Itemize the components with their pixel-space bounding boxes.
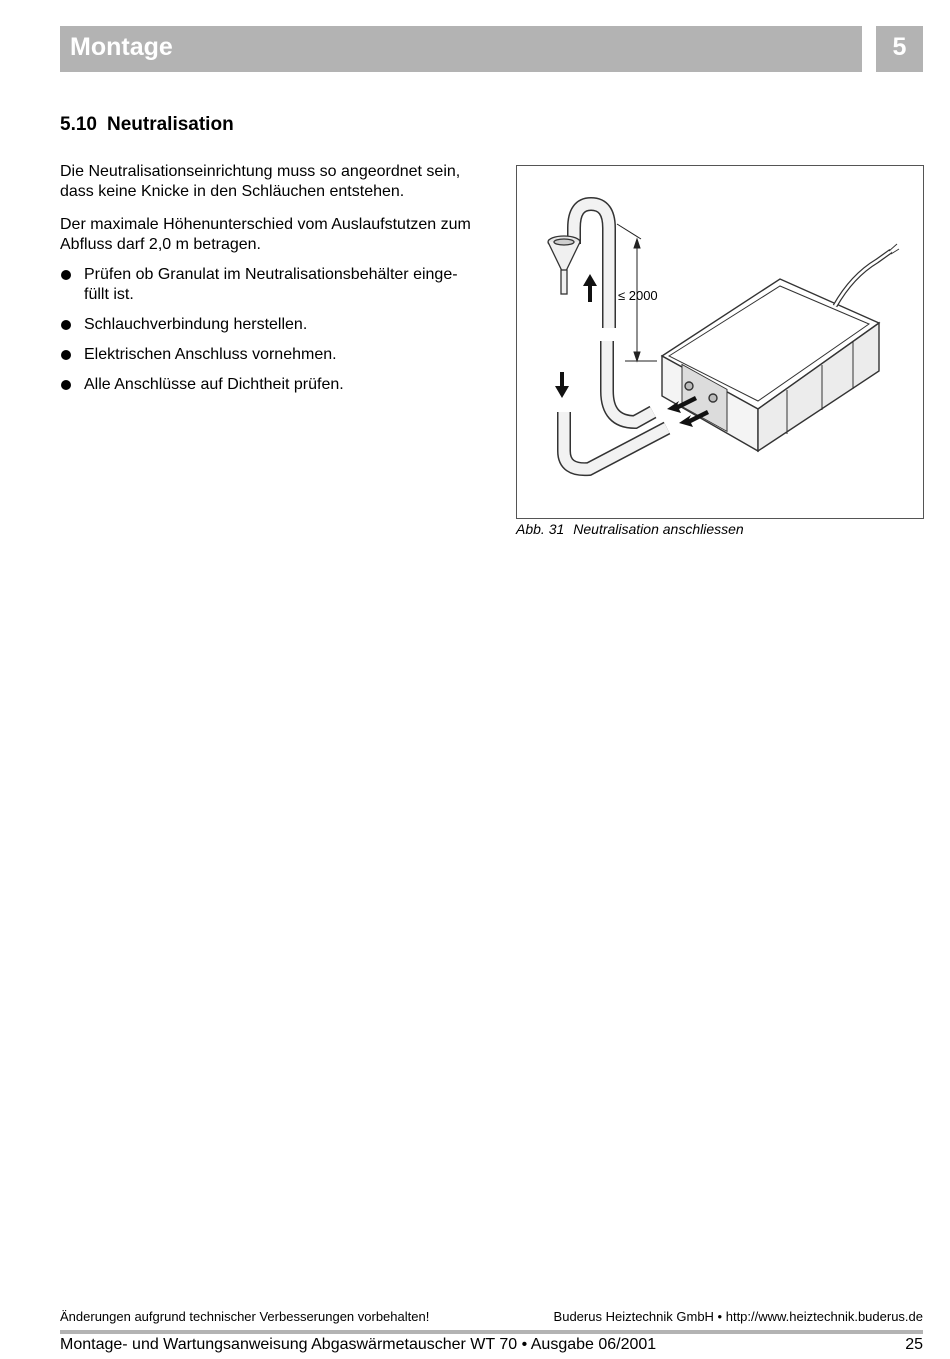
footer-note: Änderungen aufgrund technischer Verbesserungen vorbehalten!: [60, 1309, 430, 1324]
section-title: Neutralisation: [106, 114, 234, 135]
paragraph-height-difference: Der maximale Höhenunterschied vom Auslaufstutzen zum Abfluss darf 2,0 m betragen.: [60, 216, 471, 253]
figure-caption-number: Abb. 31: [516, 521, 565, 537]
list-item-text: Prüfen ob Granulat im Neutralisationsbehälter einge-füllt ist.: [84, 266, 458, 303]
header-bar: [60, 26, 862, 72]
lower-hose-icon: [607, 341, 653, 422]
section-number: 5.10: [60, 114, 97, 135]
figure-frame: [516, 165, 924, 519]
list-item: [60, 265, 480, 305]
list-item: [60, 375, 480, 395]
upper-hose-icon: [574, 204, 609, 328]
figure-caption-text: Neutralisation anschliessen: [573, 521, 744, 537]
bullet-icon: [61, 350, 71, 360]
instruction-list: [60, 265, 480, 405]
chapter-number: 5: [892, 33, 907, 61]
arrow-down-icon: [555, 372, 569, 398]
bullet-icon: [61, 270, 71, 280]
footer-document-title: Montage- und Wartungsanweisung Abgaswärmetauscher WT 70 • Ausgabe 06/2001: [60, 1336, 657, 1353]
cable-icon: [835, 244, 899, 306]
bullet-icon: [61, 380, 71, 390]
funnel-icon: [548, 236, 580, 294]
footer-company: Buderus Heiztechnik GmbH • http://www.heiztechnik.buderus.de: [553, 1309, 923, 1324]
list-item-text: Elektrischen Anschluss vornehmen.: [84, 346, 337, 363]
neutralisation-illustration: [517, 166, 923, 518]
figure-caption: [516, 521, 744, 537]
list-item: [60, 345, 480, 365]
arrow-up-icon: [583, 274, 597, 302]
neutralisation-box-icon: [662, 279, 879, 451]
list-item-text: Schlauchverbindung herstellen.: [84, 316, 308, 333]
chapter-box: [876, 26, 923, 72]
dimension-label: ≤ 2000: [618, 288, 658, 303]
page-number: 25: [905, 1336, 923, 1353]
list-item: [60, 315, 480, 335]
paragraph-arrangement: Die Neutralisationseinrichtung muss so angeordnet sein, dass keine Knicke in den Schläuchen entstehen.: [60, 163, 461, 200]
section-heading: [60, 114, 234, 136]
bullet-icon: [61, 320, 71, 330]
footer-divider: [60, 1330, 923, 1334]
header-title: Montage: [70, 33, 173, 61]
list-item-text: Alle Anschlüsse auf Dichtheit prüfen.: [84, 376, 344, 393]
